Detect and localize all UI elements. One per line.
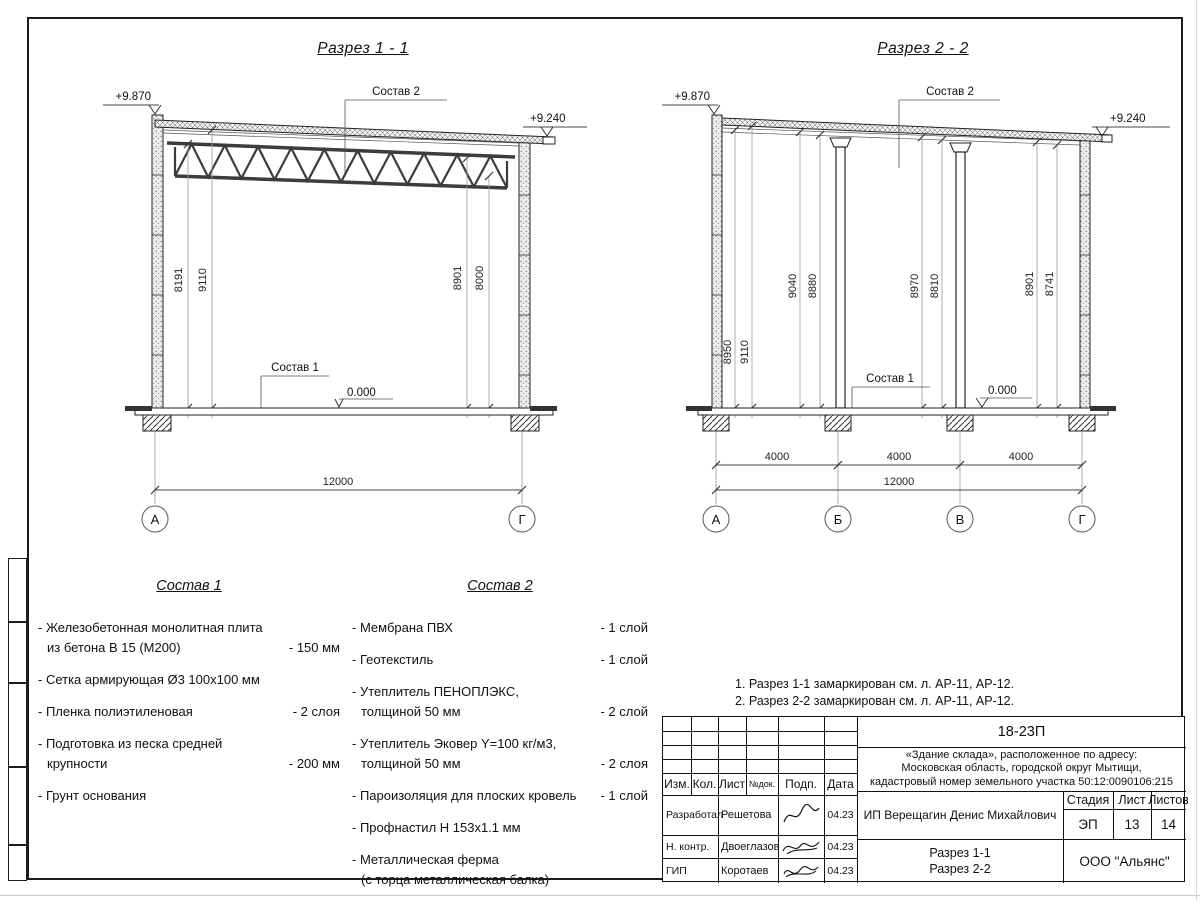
floor-elevation-label: 0.000 <box>988 385 1017 397</box>
right-wall <box>1080 137 1090 415</box>
frame-margin-cell <box>8 767 27 845</box>
elevation-top-right: +9.240 <box>1110 113 1146 125</box>
list-item: - Пароизоляция для плоских кровель - 1 слой <box>352 788 648 803</box>
floor-elevation-arrow-icon <box>335 399 343 407</box>
footing <box>825 415 851 431</box>
list-item: - Мембрана ПВХ - 1 слой <box>352 620 648 635</box>
row-date: 04.23 <box>827 864 854 877</box>
col-header-podp: Подп. <box>785 777 817 791</box>
list-item: - Профнастил Н 153х1.1 мм <box>352 820 521 835</box>
axis-label: Г <box>518 512 526 527</box>
sheets-label: Листов <box>1148 793 1189 807</box>
signature <box>778 858 824 883</box>
section-1-title: Разрез 1 - 1 <box>317 40 409 57</box>
list-item: - Железобетонная монолитная плита из бетона В 15 (М200) - 150 мм <box>38 620 340 655</box>
list-item: - Сетка армирующая Ø3 100х100 мм <box>38 672 260 687</box>
roof-truss <box>167 143 515 188</box>
section-2-2-drawing <box>640 80 1180 540</box>
columns <box>830 138 971 408</box>
company-name: ООО "Альянс" <box>1079 853 1170 869</box>
row-role: Разработал <box>666 809 724 821</box>
elevation-arrow-icon <box>541 127 553 136</box>
sheets-total: 14 <box>1160 816 1177 832</box>
dim-span: 4000 <box>764 451 790 463</box>
list-item: - Грунт основания <box>38 788 147 803</box>
sheet-label: Лист <box>1118 793 1146 807</box>
dim-height-2: 9110 <box>197 268 209 292</box>
frame-margin-cell <box>8 622 27 683</box>
axis-bubbles <box>142 506 535 532</box>
elevation-top-left: +9.870 <box>674 91 710 103</box>
composition-1-title: Состав 1 <box>156 578 222 594</box>
col-header-ndok: №док. <box>748 779 776 789</box>
dim-height: 8880 <box>807 273 819 299</box>
sheet-edge-right <box>1196 0 1197 900</box>
dim-height-1: 8191 <box>173 267 185 293</box>
frame-margin-cell <box>8 558 27 622</box>
col-header-izm: Изм. <box>664 777 690 791</box>
drawing-notes <box>735 676 1014 710</box>
axis-label: А <box>150 512 160 527</box>
left-wall <box>152 115 163 415</box>
frame-margin-cell <box>8 683 27 767</box>
col-header-data: Дата <box>827 777 854 791</box>
floor-composition-leader <box>261 376 329 408</box>
list-item: - Утеплитель Эковер Y=100 кг/м3, толщиной 50 мм - 2 слоя <box>352 736 648 771</box>
footing <box>143 415 171 431</box>
note-line: 2. Разрез 2-2 замаркирован см. л. АР-11, АР-12. <box>735 694 1015 708</box>
dim-height: 8741 <box>1044 271 1056 297</box>
list-item: - Пленка полиэтиленовая - 2 слоя <box>38 704 340 719</box>
section-2-title: Разрез 2 - 2 <box>877 40 969 57</box>
floor-elevation-label: 0.000 <box>347 387 376 399</box>
row-name: Двоеглазов <box>721 840 780 853</box>
row-name: Коротаев <box>721 864 769 877</box>
floor-composition-leader <box>852 387 930 408</box>
document-number: 18-23П <box>997 724 1046 740</box>
project-description: «Здание склада», расположенное по адресу: Московская область, городской округ Мытищи, кадастровый номер земельного участка 50:12:0090106:215 <box>869 748 1174 788</box>
height-dimension-lines <box>188 130 489 418</box>
list-item: - Подготовка из песка средней крупности - 200 мм <box>38 736 340 771</box>
dim-height: 8970 <box>909 273 921 299</box>
dim-height: 8950 <box>722 339 734 365</box>
dim-total-span: 12000 <box>883 476 915 488</box>
axis-label: Г <box>1078 512 1086 527</box>
stage-value: ЭП <box>1078 816 1098 832</box>
roof-slab <box>722 118 1112 145</box>
dim-span: 4000 <box>886 451 912 463</box>
dim-height: 8810 <box>929 273 941 299</box>
dim-height: 8901 <box>1024 271 1036 297</box>
dimension-ticks <box>184 126 493 412</box>
floor-slab <box>125 406 557 415</box>
axis-label: Б <box>833 512 843 527</box>
dim-total-span: 12000 <box>322 476 354 488</box>
floor-composition-label: Состав 1 <box>271 362 319 374</box>
axis-label: В <box>955 512 965 527</box>
list-item: - Металлическая ферма (с торца металлическая балка) <box>352 852 550 887</box>
dim-height: 9110 <box>739 340 751 364</box>
frame-margin-cell <box>8 845 27 881</box>
elevation-top-left: +9.870 <box>115 91 151 103</box>
left-wall <box>712 115 722 415</box>
sheet-number: 13 <box>1124 816 1140 832</box>
row-role: Н. контр. <box>666 840 710 853</box>
row-date: 04.23 <box>827 809 854 821</box>
roof-slab <box>155 120 555 146</box>
dim-height: 9040 <box>787 273 799 299</box>
composition-2-list <box>352 578 648 902</box>
row-role: ГИП <box>666 864 687 877</box>
floor-composition-label: Состав 1 <box>866 373 914 385</box>
dim-span: 4000 <box>1008 451 1034 463</box>
span-dimensions <box>712 432 1086 504</box>
dimension-ticks <box>731 122 1061 412</box>
signature <box>778 795 824 835</box>
col-header-list: Лист <box>718 777 746 791</box>
roof-composition-label: Состав 2 <box>372 86 420 98</box>
right-wall <box>519 137 530 415</box>
floor-elevation-arrow-icon <box>976 398 988 407</box>
axis-bubbles <box>703 506 1095 532</box>
list-item: - Геотекстиль - 1 слой <box>352 652 648 667</box>
elevation-arrow-icon <box>708 105 720 114</box>
title-block <box>662 716 1189 882</box>
composition-2-title: Состав 2 <box>467 578 533 594</box>
footing <box>511 415 539 431</box>
roof-composition-label: Состав 2 <box>926 86 974 98</box>
signature <box>778 835 824 858</box>
footing <box>1069 415 1095 431</box>
span-dimension <box>151 432 526 504</box>
elevation-top-right: +9.240 <box>530 113 566 125</box>
row-name: Решетова <box>721 809 772 821</box>
row-date: 04.23 <box>827 840 854 853</box>
list-item: - Утеплитель ПЕНОПЛЭКС, толщиной 50 мм - 2 слой <box>352 684 648 719</box>
elevation-arrow-icon <box>149 105 161 114</box>
footing <box>947 415 973 431</box>
axis-label: А <box>711 512 721 527</box>
composition-1-list <box>38 578 340 818</box>
dim-height-4: 8000 <box>474 265 486 291</box>
note-line: 1. Разрез 1-1 замаркирован см. л. АР-11, АР-12. <box>735 677 1015 691</box>
footing <box>703 415 729 431</box>
stage-label: Стадия <box>1066 793 1110 807</box>
drawing-title: Разрез 1-1 Разрез 2-2 <box>929 846 991 876</box>
client-name: ИП Верещагин Денис Михайлович <box>863 808 1057 822</box>
dim-height-3: 8901 <box>452 265 464 291</box>
section-1-1-drawing <box>75 80 615 540</box>
col-header-kol: Кол. <box>692 777 717 791</box>
floor-slab <box>686 406 1116 415</box>
